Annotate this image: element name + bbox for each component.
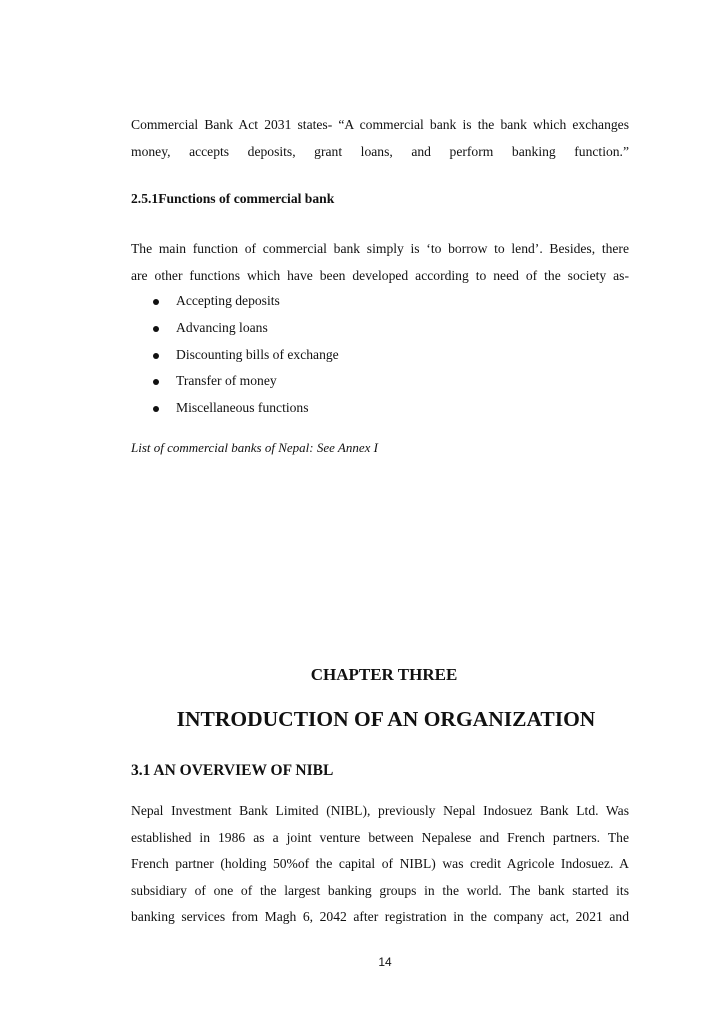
paragraph-line: Commercial Bank Act 2031 states- “A commercial bank is the bank which exchanges xyxy=(131,117,629,132)
bullet-icon xyxy=(153,353,159,359)
section-heading-2-5-1: 2.5.1Functions of commercial bank xyxy=(131,191,335,206)
paragraph-commercial-bank-act xyxy=(131,112,629,165)
paragraph-main-function xyxy=(131,236,629,289)
paragraph-nibl-overview xyxy=(131,798,629,931)
annex-note: List of commercial banks of Nepal: See Annex I xyxy=(131,440,378,455)
bullet-icon xyxy=(153,299,159,305)
list-item xyxy=(131,315,339,342)
list-item xyxy=(131,395,339,422)
bullet-icon xyxy=(153,326,159,332)
chapter-number-title: CHAPTER THREE xyxy=(310,665,458,684)
list-item-text: Discounting bills of exchange xyxy=(176,346,339,362)
list-item-text: Miscellaneous functions xyxy=(176,400,309,416)
list-item xyxy=(131,288,339,315)
bullet-icon xyxy=(153,379,159,385)
paragraph-line: subsidiary of one of the largest banking groups in the world. The bank started its xyxy=(131,882,629,898)
section-heading-3-1: 3.1 AN OVERVIEW OF NIBL xyxy=(131,762,334,779)
paragraph-line: Nepal Investment Bank Limited (NIBL), previously Nepal Indosuez Bank Ltd. Was xyxy=(131,803,629,818)
paragraph-line: banking services from Magh 6, 2042 after registration in the company act, 2021 and xyxy=(131,909,629,924)
list-item-text: Advancing loans xyxy=(176,319,268,335)
chapter-title: INTRODUCTION OF AN ORGANIZATION xyxy=(176,707,596,731)
paragraph-line: are other functions which have been developed according to need of the society as- xyxy=(131,267,629,283)
paragraph-line: The main function of commercial bank simply is ‘to borrow to lend’. Besides, there xyxy=(131,241,629,256)
list-item-text: Accepting deposits xyxy=(176,293,280,308)
bullet-icon xyxy=(153,406,159,412)
paragraph-line: established in 1986 as a joint venture between Nepalese and French partners. The xyxy=(131,829,629,845)
list-item-text: Transfer of money xyxy=(176,373,277,389)
page-number: 14 xyxy=(378,955,392,969)
list-item xyxy=(131,368,339,395)
functions-list xyxy=(131,288,339,422)
list-item xyxy=(131,342,339,369)
paragraph-line: money, accepts deposits, grant loans, and perform banking function.” xyxy=(131,143,629,159)
paragraph-line: French partner (holding 50%of the capital of NIBL) was credit Agricole Indosuez. A xyxy=(131,856,629,871)
